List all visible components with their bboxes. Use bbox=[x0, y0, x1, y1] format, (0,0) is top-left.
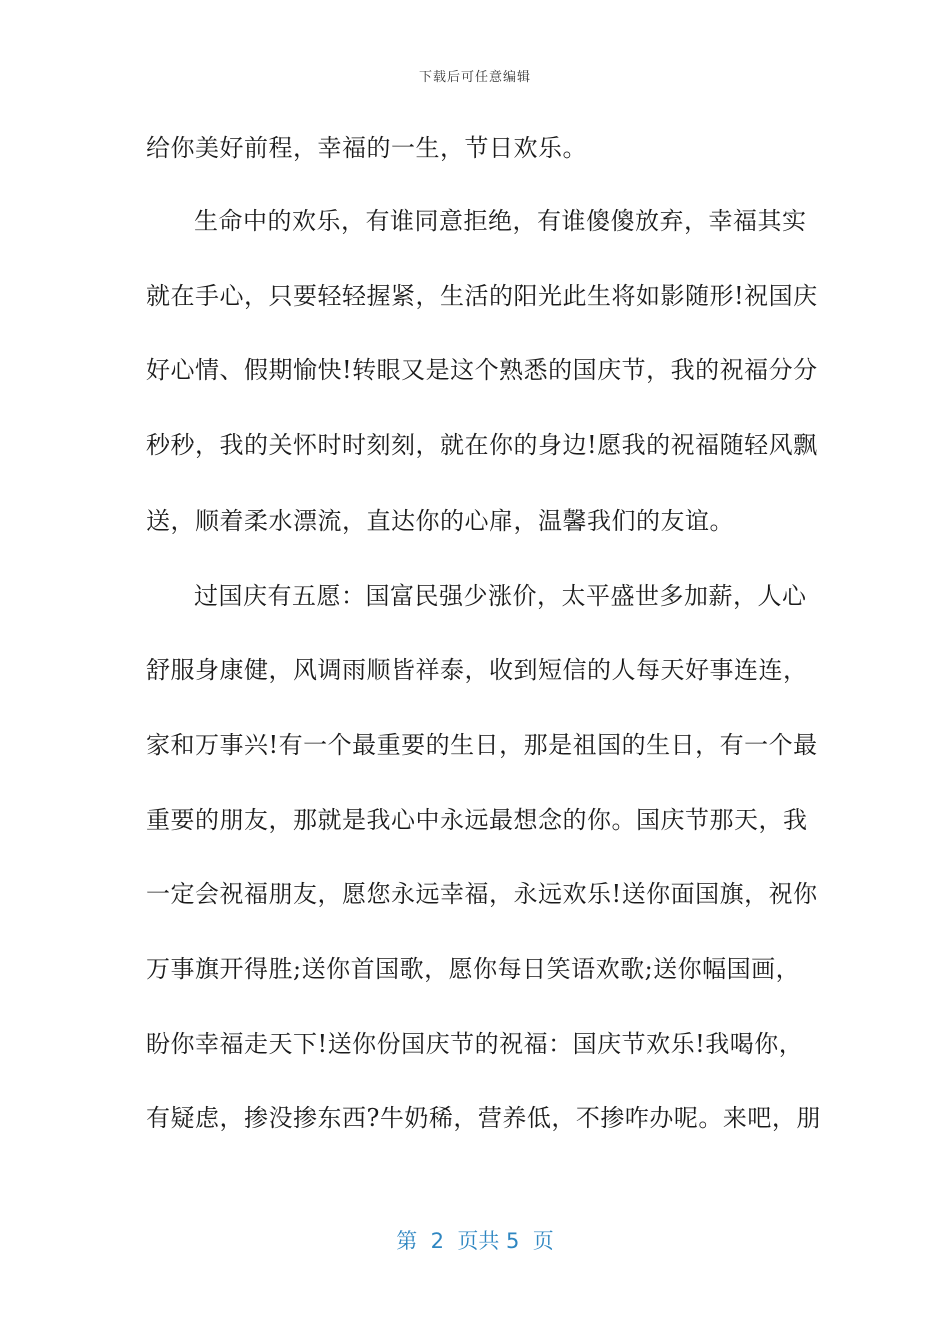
text-line: 盼你幸福走天下!送你份国庆节的祝福：国庆节欢乐!我喝你， bbox=[146, 1030, 804, 1058]
header-note: 下载后可任意编辑 bbox=[418, 70, 531, 85]
text-line: 秒秒，我的关怀时时刻刻，就在你的身边!愿我的祝福随轻风飘 bbox=[146, 431, 818, 459]
text-line: 生命中的欢乐，有谁同意拒绝，有谁傻傻放弃，幸福其实 bbox=[194, 207, 807, 235]
text-line: 给你美好前程，幸福的一生，节日欢乐。 bbox=[146, 134, 587, 162]
text-line: 一定会祝福朋友，愿您永远幸福，永远欢乐!送你面国旗，祝你 bbox=[146, 880, 818, 908]
text-line: 家和万事兴!有一个最重要的生日，那是祖国的生日，有一个最 bbox=[146, 731, 818, 759]
text-line: 就在手心，只要轻轻握紧，生活的阳光此生将如影随形!祝国庆 bbox=[146, 282, 818, 310]
text-line: 有疑虑，掺没掺东西?牛奶稀，营养低，不掺咋办呢。来吧，朋 bbox=[146, 1104, 821, 1132]
text-line: 过国庆有五愿：国富民强少涨价，太平盛世多加薪，人心 bbox=[194, 582, 807, 610]
text-line: 舒服身康健，风调雨顺皆祥泰，收到短信的人每天好事连连， bbox=[146, 656, 808, 684]
text-line: 送，顺着柔水漂流，直达你的心扉，温馨我们的友谊。 bbox=[146, 507, 734, 535]
page-indicator: 第 2 页共 5 页 bbox=[396, 1229, 554, 1253]
text-line: 重要的朋友，那就是我心中永远最想念的你。国庆节那天，我 bbox=[146, 806, 808, 834]
text-line: 好心情、假期愉快!转眼又是这个熟悉的国庆节，我的祝福分分 bbox=[146, 356, 818, 384]
text-line: 万事旗开得胜;送你首国歌，愿你每日笑语欢歌;送你幅国画， bbox=[146, 955, 801, 983]
